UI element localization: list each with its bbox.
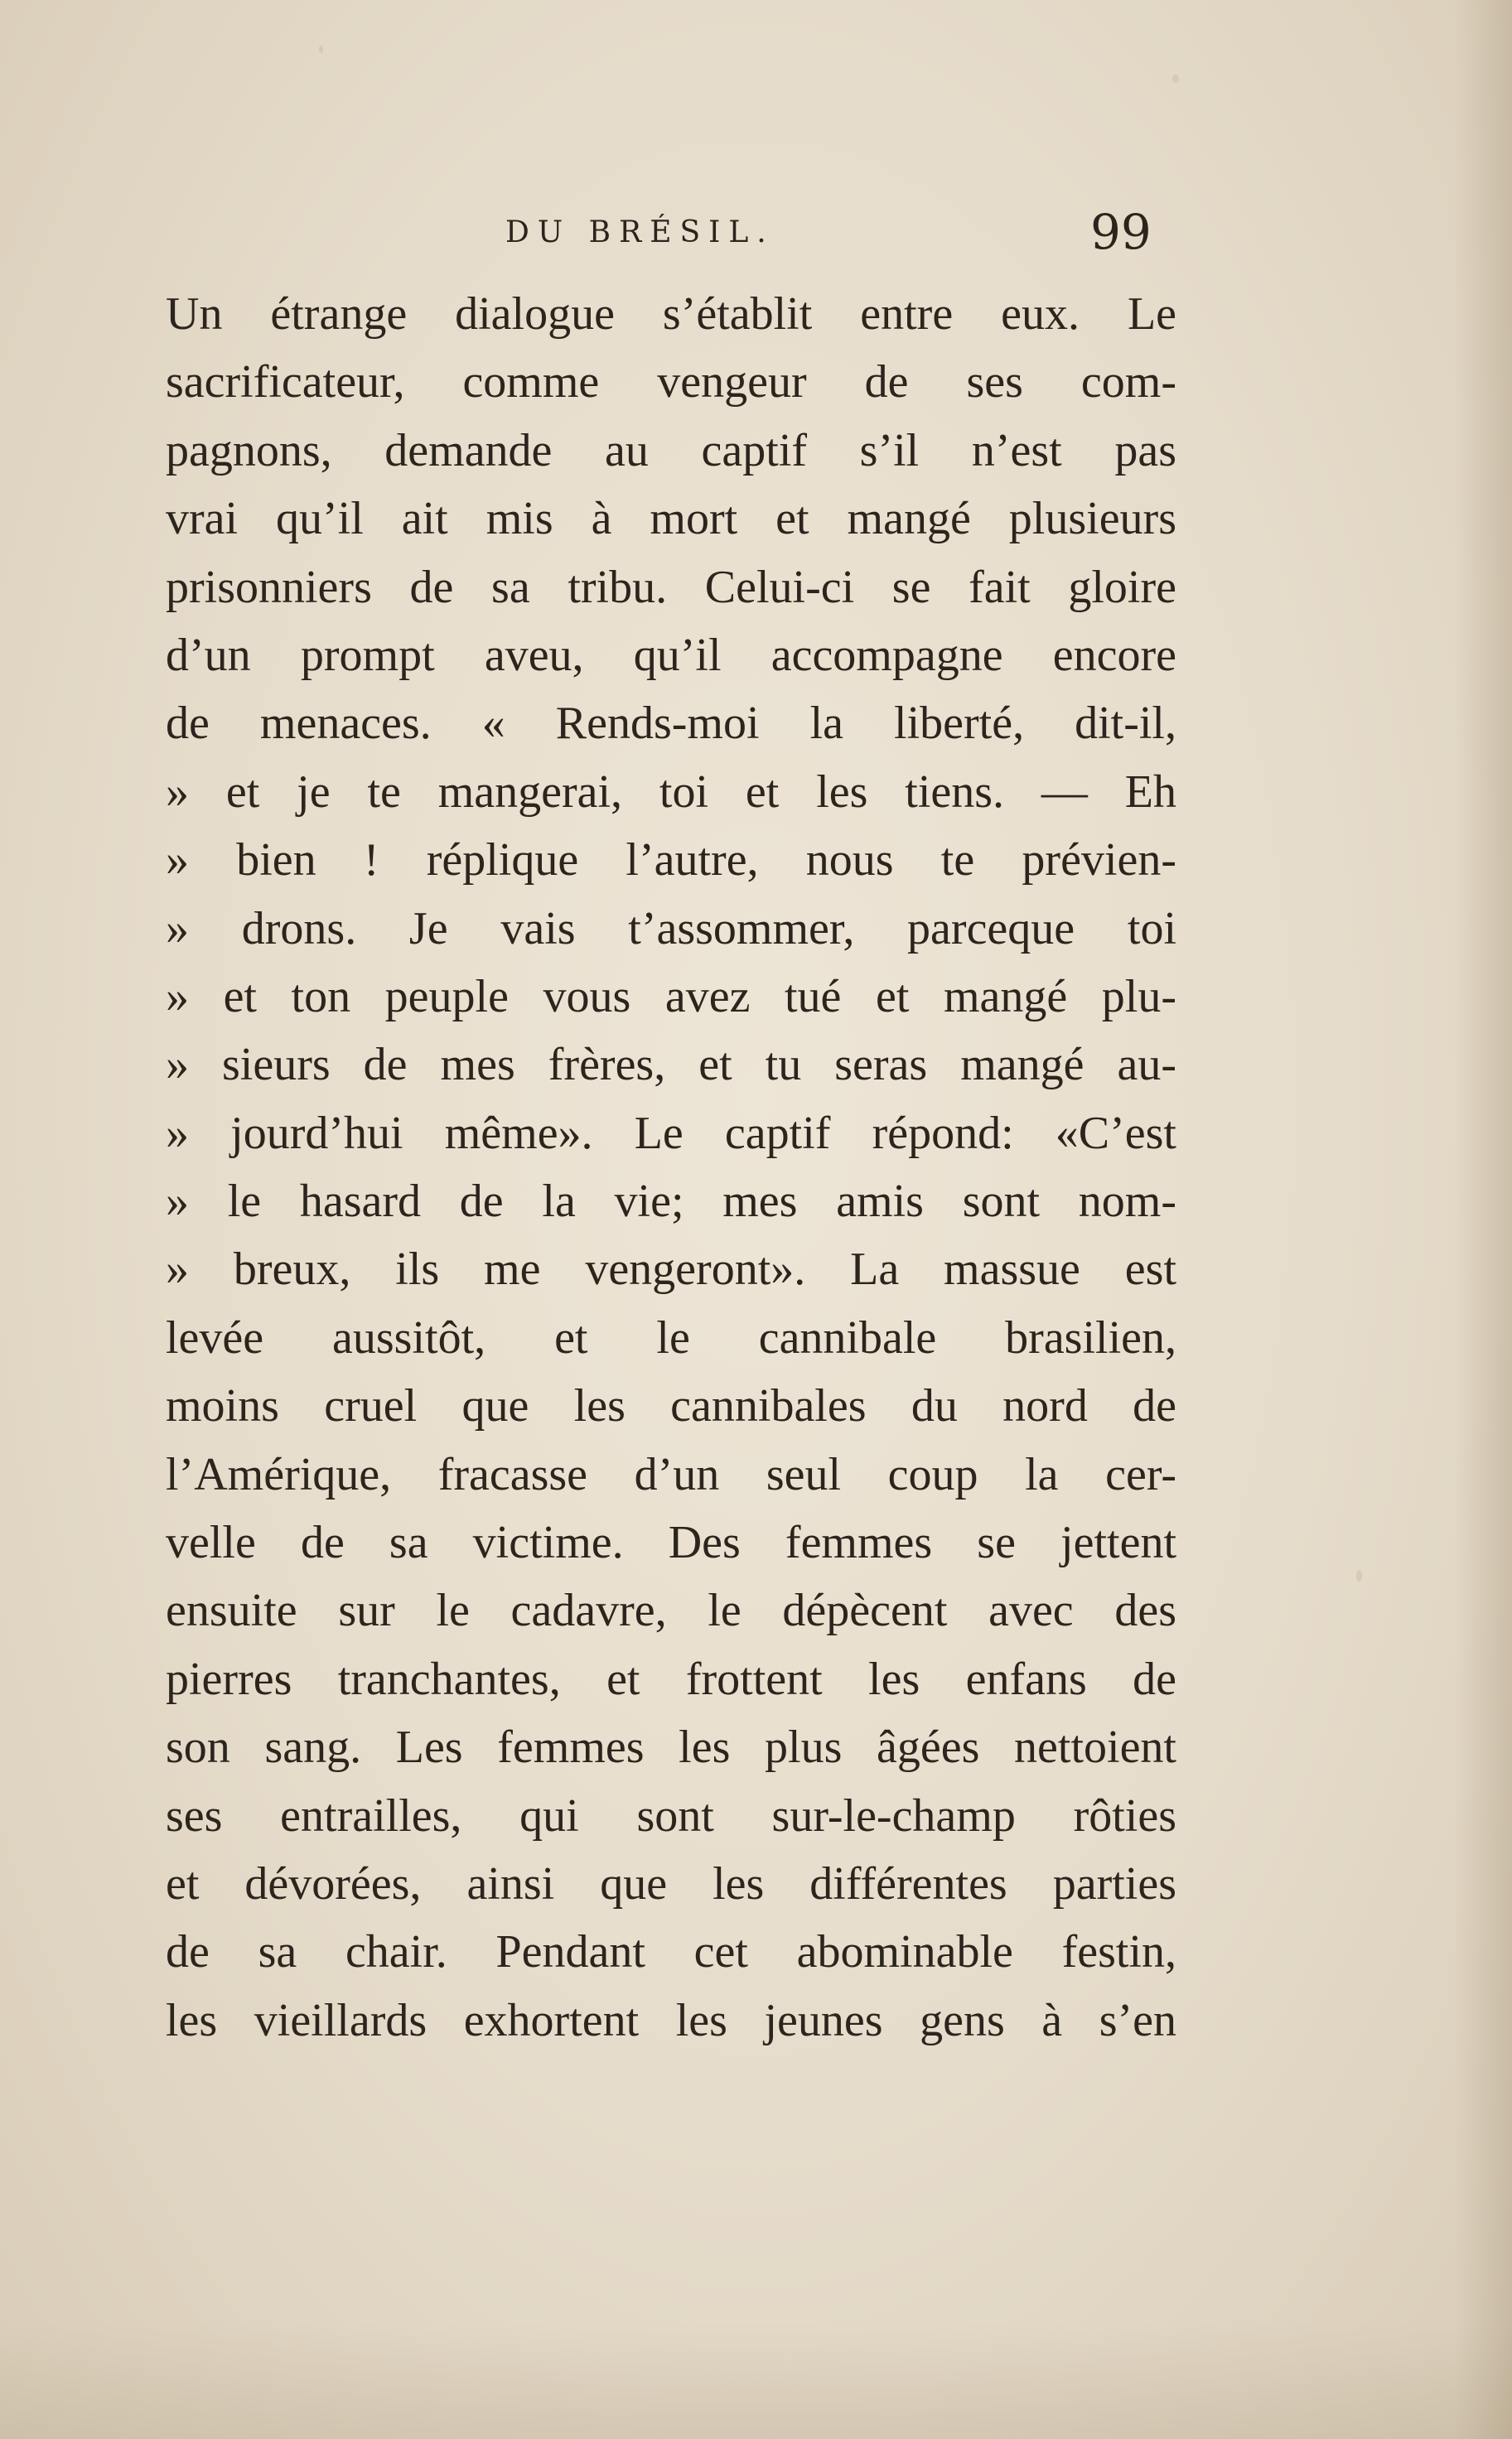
text-line: » sieurs de mes frères, et tu seras mangé au- (166, 1039, 1176, 1091)
text-line: ensuite sur le cadavre, le dépècent avec des (166, 1585, 1176, 1637)
paper-stain (319, 46, 323, 53)
page-header (166, 204, 1160, 270)
text-line: velle de sa victime. Des femmes se jettent (166, 1517, 1176, 1569)
text-line: » et ton peuple vous avez tué et mangé plu- (166, 970, 1176, 1022)
text-line: et dévorées, ainsi que les différentes parties (166, 1857, 1176, 1910)
text-line: vrai qu’il ait mis à mort et mangé plusieurs (166, 493, 1176, 545)
text-line: pierres tranchantes, et frottent les enfans de (166, 1653, 1176, 1705)
text-line: les vieillards exhortent les jeunes gens à s’en (166, 1994, 1176, 2046)
paper-stain (1356, 1570, 1362, 1582)
text-line: de sa chair. Pendant cet abominable festin, (166, 1926, 1176, 1978)
text-line: son sang. Les femmes les plus âgées nettoient (166, 1722, 1176, 1774)
text-line: l’Amérique, fracasse d’un seul coup la cer- (166, 1448, 1176, 1500)
paper-stain (1172, 75, 1179, 83)
text-line: » breux, ils me vengeront». La massue est (166, 1244, 1176, 1296)
text-line: de menaces. « Rends-moi la liberté, dit-il, (166, 698, 1176, 750)
page-edge-shadow (1454, 0, 1512, 2439)
page-bottom-shadow (0, 2323, 1512, 2439)
text-line: levée aussitôt, et le cannibale brasilien, (166, 1311, 1176, 1364)
text-line: ses entrailles, qui sont sur-le-champ rôties (166, 1789, 1176, 1842)
text-line: sacrificateur, comme vengeur de ses com- (166, 356, 1176, 408)
text-line: Un étrange dialogue s’établit entre eux. Le (166, 288, 1176, 340)
text-line: » bien ! réplique l’autre, nous te prévien- (166, 834, 1176, 886)
text-line: moins cruel que les cannibales du nord de (166, 1380, 1176, 1432)
text-line: d’un prompt aveu, qu’il accompagne encore (166, 629, 1176, 681)
page-number: 99 (1090, 204, 1152, 260)
text-line: prisonniers de sa tribu. Celui-ci se fait gloire (166, 561, 1176, 613)
body-text (166, 280, 1176, 2055)
text-line: » le hasard de la vie; mes amis sont nom- (166, 1176, 1176, 1228)
text-line: pagnons, demande au captif s’il n’est pas (166, 424, 1176, 476)
running-title: DU BRÉSIL. (505, 215, 775, 249)
text-line: » et je te mangerai, toi et les tiens. — Eh (166, 766, 1176, 818)
text-line: » jourd’hui même». Le captif répond: «C’est (166, 1107, 1176, 1159)
text-line: » drons. Je vais t’assommer, parceque toi (166, 902, 1176, 954)
